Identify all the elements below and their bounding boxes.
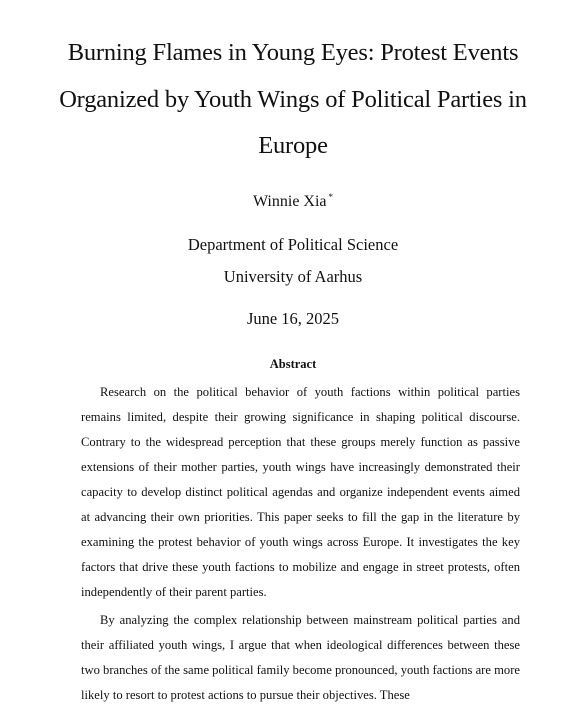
paper-title: Burning Flames in Young Eyes: Protest Events Organized by Youth Wings of Political Parties in Europe	[59, 39, 527, 159]
abstract-paragraph: By analyzing the complex relationship between mainstream political parties and their affiliated youth wings, I argue that when ideological differences between these two branches of the same political family become pronounced, youth factions are more likely to resort to protest actions to pursue their objectives. These	[81, 613, 520, 702]
abstract-heading: Abstract	[269, 357, 317, 371]
university: University of Aarhus	[223, 267, 363, 286]
abstract-body	[81, 380, 520, 708]
author-name: Winnie Xia	[252, 193, 327, 210]
author-line	[0, 186, 586, 213]
author-footnote-mark[interactable]: *	[328, 192, 334, 202]
abstract-paragraph: Research on the political behavior of youth factions within political parties remains limited, despite their growing significance in shaping political discourse. Contrary to the widespread perception that these groups merely function as passive extensions of their mother parties, youth wings have increasingly demonstrated their capacity to develop distinct political agendas and organize independent events aimed at advancing their own priorities. This paper seeks to fill the gap in the literature by examining the protest behavior of youth wings across Europe. It investigates the key factors that drive these youth factions to mobilize and engage in street protests, often independently of their parent parties.	[81, 385, 520, 599]
department: Department of Political Science	[187, 235, 399, 254]
publication-date: June 16, 2025	[246, 309, 340, 328]
